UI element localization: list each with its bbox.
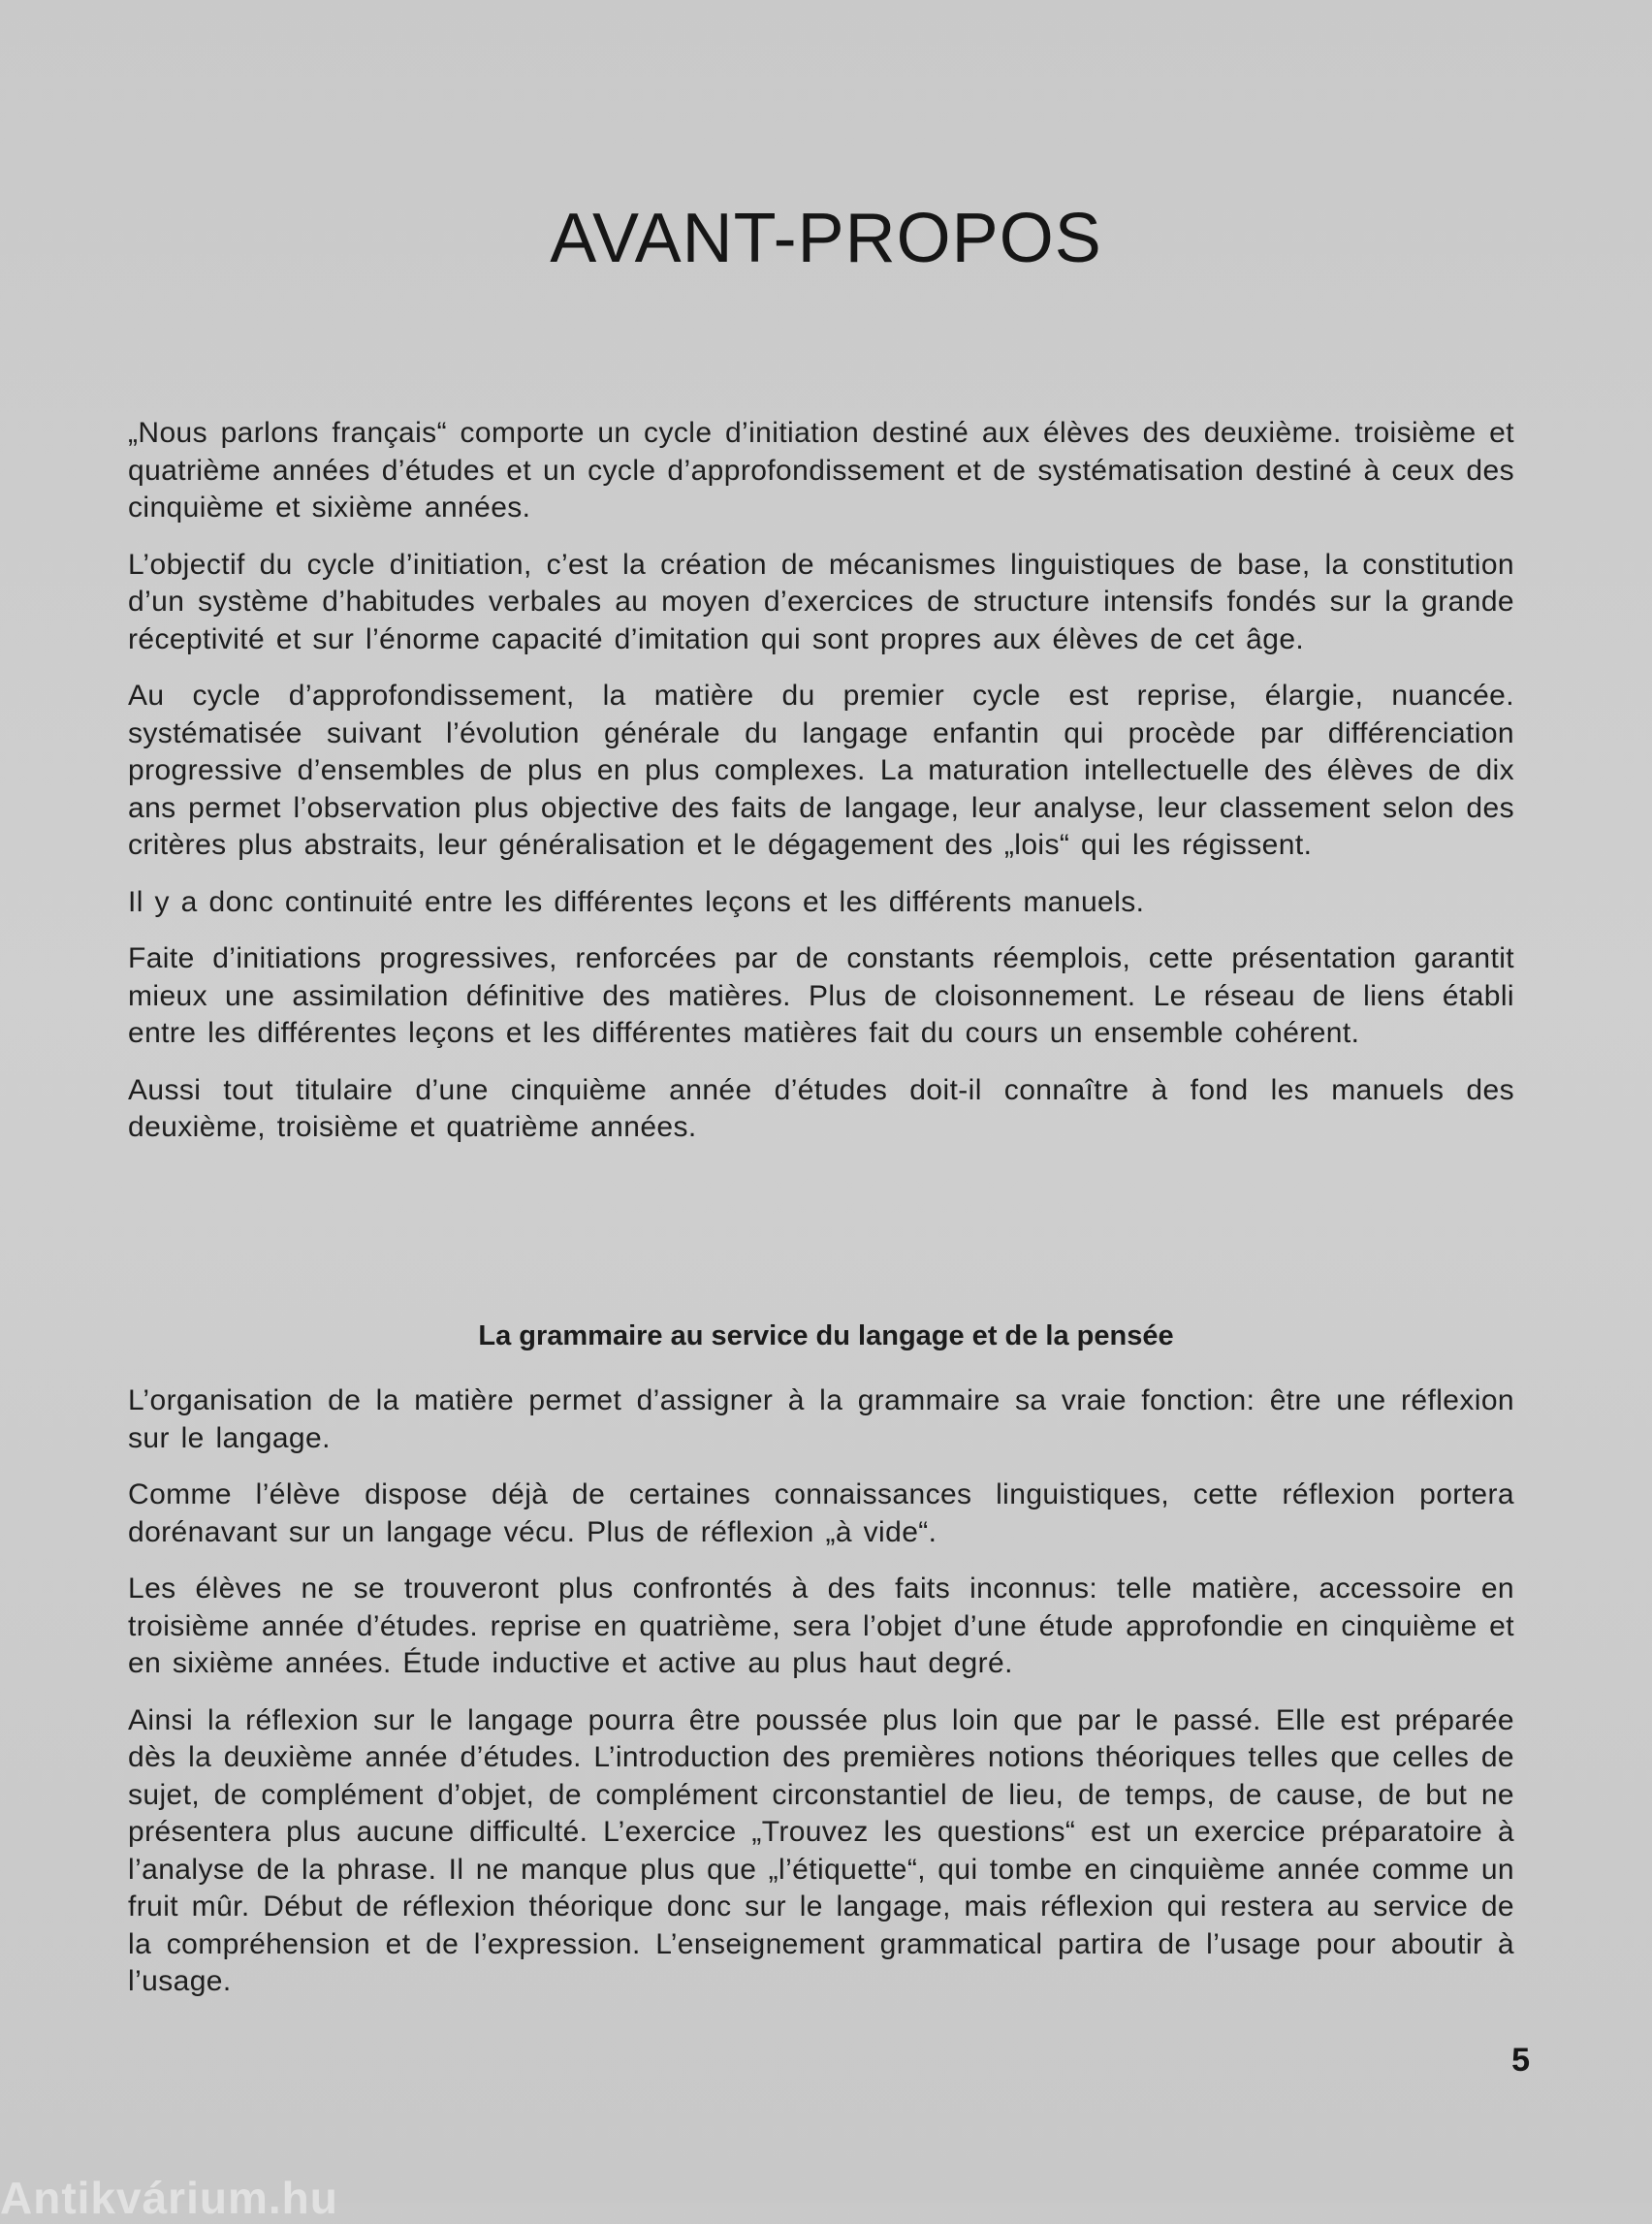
paragraph: L’objectif du cycle d’initiation, c’est la création de mécanismes linguistiques de base, la constitution d’un système d’habitudes verbales au moyen d’exercices de structure intensifs fondés sur la grande réceptivité et sur l’énorme capacité d’imitation qui sont propres aux élèves de cet âge.	[128, 548, 1514, 655]
paragraph: Faite d’initiations progressives, renforcées par de constants réemplois, cette présentation garantit mieux une assimilation définitive des matières. Plus de cloisonnement. Le réseau de liens établi entre les différentes leçons et les différentes matières fait du cours un ensemble cohérent.	[128, 942, 1514, 1049]
grammar-section	[128, 1382, 1514, 2020]
paragraph: L’organisation de la matière permet d’assigner à la grammaire sa vraie fonction: être une réflexion sur le langage.	[128, 1384, 1514, 1454]
paragraph: Les élèves ne se trouveront plus confrontés à des faits inconnus: telle matière, accessoire en troisième année d’études. reprise en quatrième, sera l’objet d’une étude approfondie en cinquième et en sixième années. Étude inductive et active au plus haut degré.	[128, 1573, 1514, 1679]
paragraph: Au cycle d’approfondissement, la matière du premier cycle est reprise, élargie, nuancée. systématisée suivant l’évolution générale du langage enfantin qui procède par différenciation progressive d’ensembles de plus en plus complexes. La maturation intellectuelle des élèves de dix ans permet l’observation plus objective des faits de langage, leur analyse, leur classement selon des critères plus abstraits, leur généralisation et le dégagement des „lois“ qui les régissent.	[128, 680, 1514, 861]
watermark: Antikvárium.hu	[0, 2173, 338, 2223]
paragraph: Il y a donc continuité entre les différentes leçons et les différents manuels.	[128, 885, 1145, 918]
page-title: AVANT-PROPOS	[550, 200, 1102, 277]
paragraph: „Nous parlons français“ comporte un cycle d’initiation destiné aux élèves des deuxième. troisième et quatrième années d’études et un cycle d’approfondissement et de systématisation destiné à ceux des cinquième et sixième années.	[128, 417, 1514, 524]
paragraph: Aussi tout titulaire d’une cinquième année d’études doit-il connaître à fond les manuels des deuxième, troisième et quatrième années.	[128, 1073, 1514, 1143]
page-number: 5	[1511, 2042, 1530, 2079]
intro-section	[128, 415, 1514, 1166]
paragraph: Ainsi la réflexion sur le langage pourra être poussée plus loin que par le passé. Elle est préparée dès la deuxième année d’études. L’introduction des premières notions théoriques telles que celles de sujet, de complément d’objet, de complément circonstantiel de lieu, de temps, de cause, de but ne présentera plus aucune difficulté. L’exercice „Trouvez les questions“ est un exercice préparatoire à l’analyse de la phrase. Il ne manque plus que „l’étiquette“, qui tombe en cinquième année comme un fruit mûr. Début de réflexion théorique donc sur le langage, mais réflexion qui restera au service de la compréhension et de l’expression. L’enseignement grammatical partira de l’usage pour aboutir à l’usage.	[128, 1703, 1514, 1997]
section-heading: La grammaire au service du langage et de la pensée	[478, 1320, 1174, 1351]
paragraph: Comme l’élève dispose déjà de certaines connaissances linguistiques, cette réflexion portera dorénavant sur un langage vécu. Plus de réflexion „à vide“.	[128, 1478, 1514, 1548]
